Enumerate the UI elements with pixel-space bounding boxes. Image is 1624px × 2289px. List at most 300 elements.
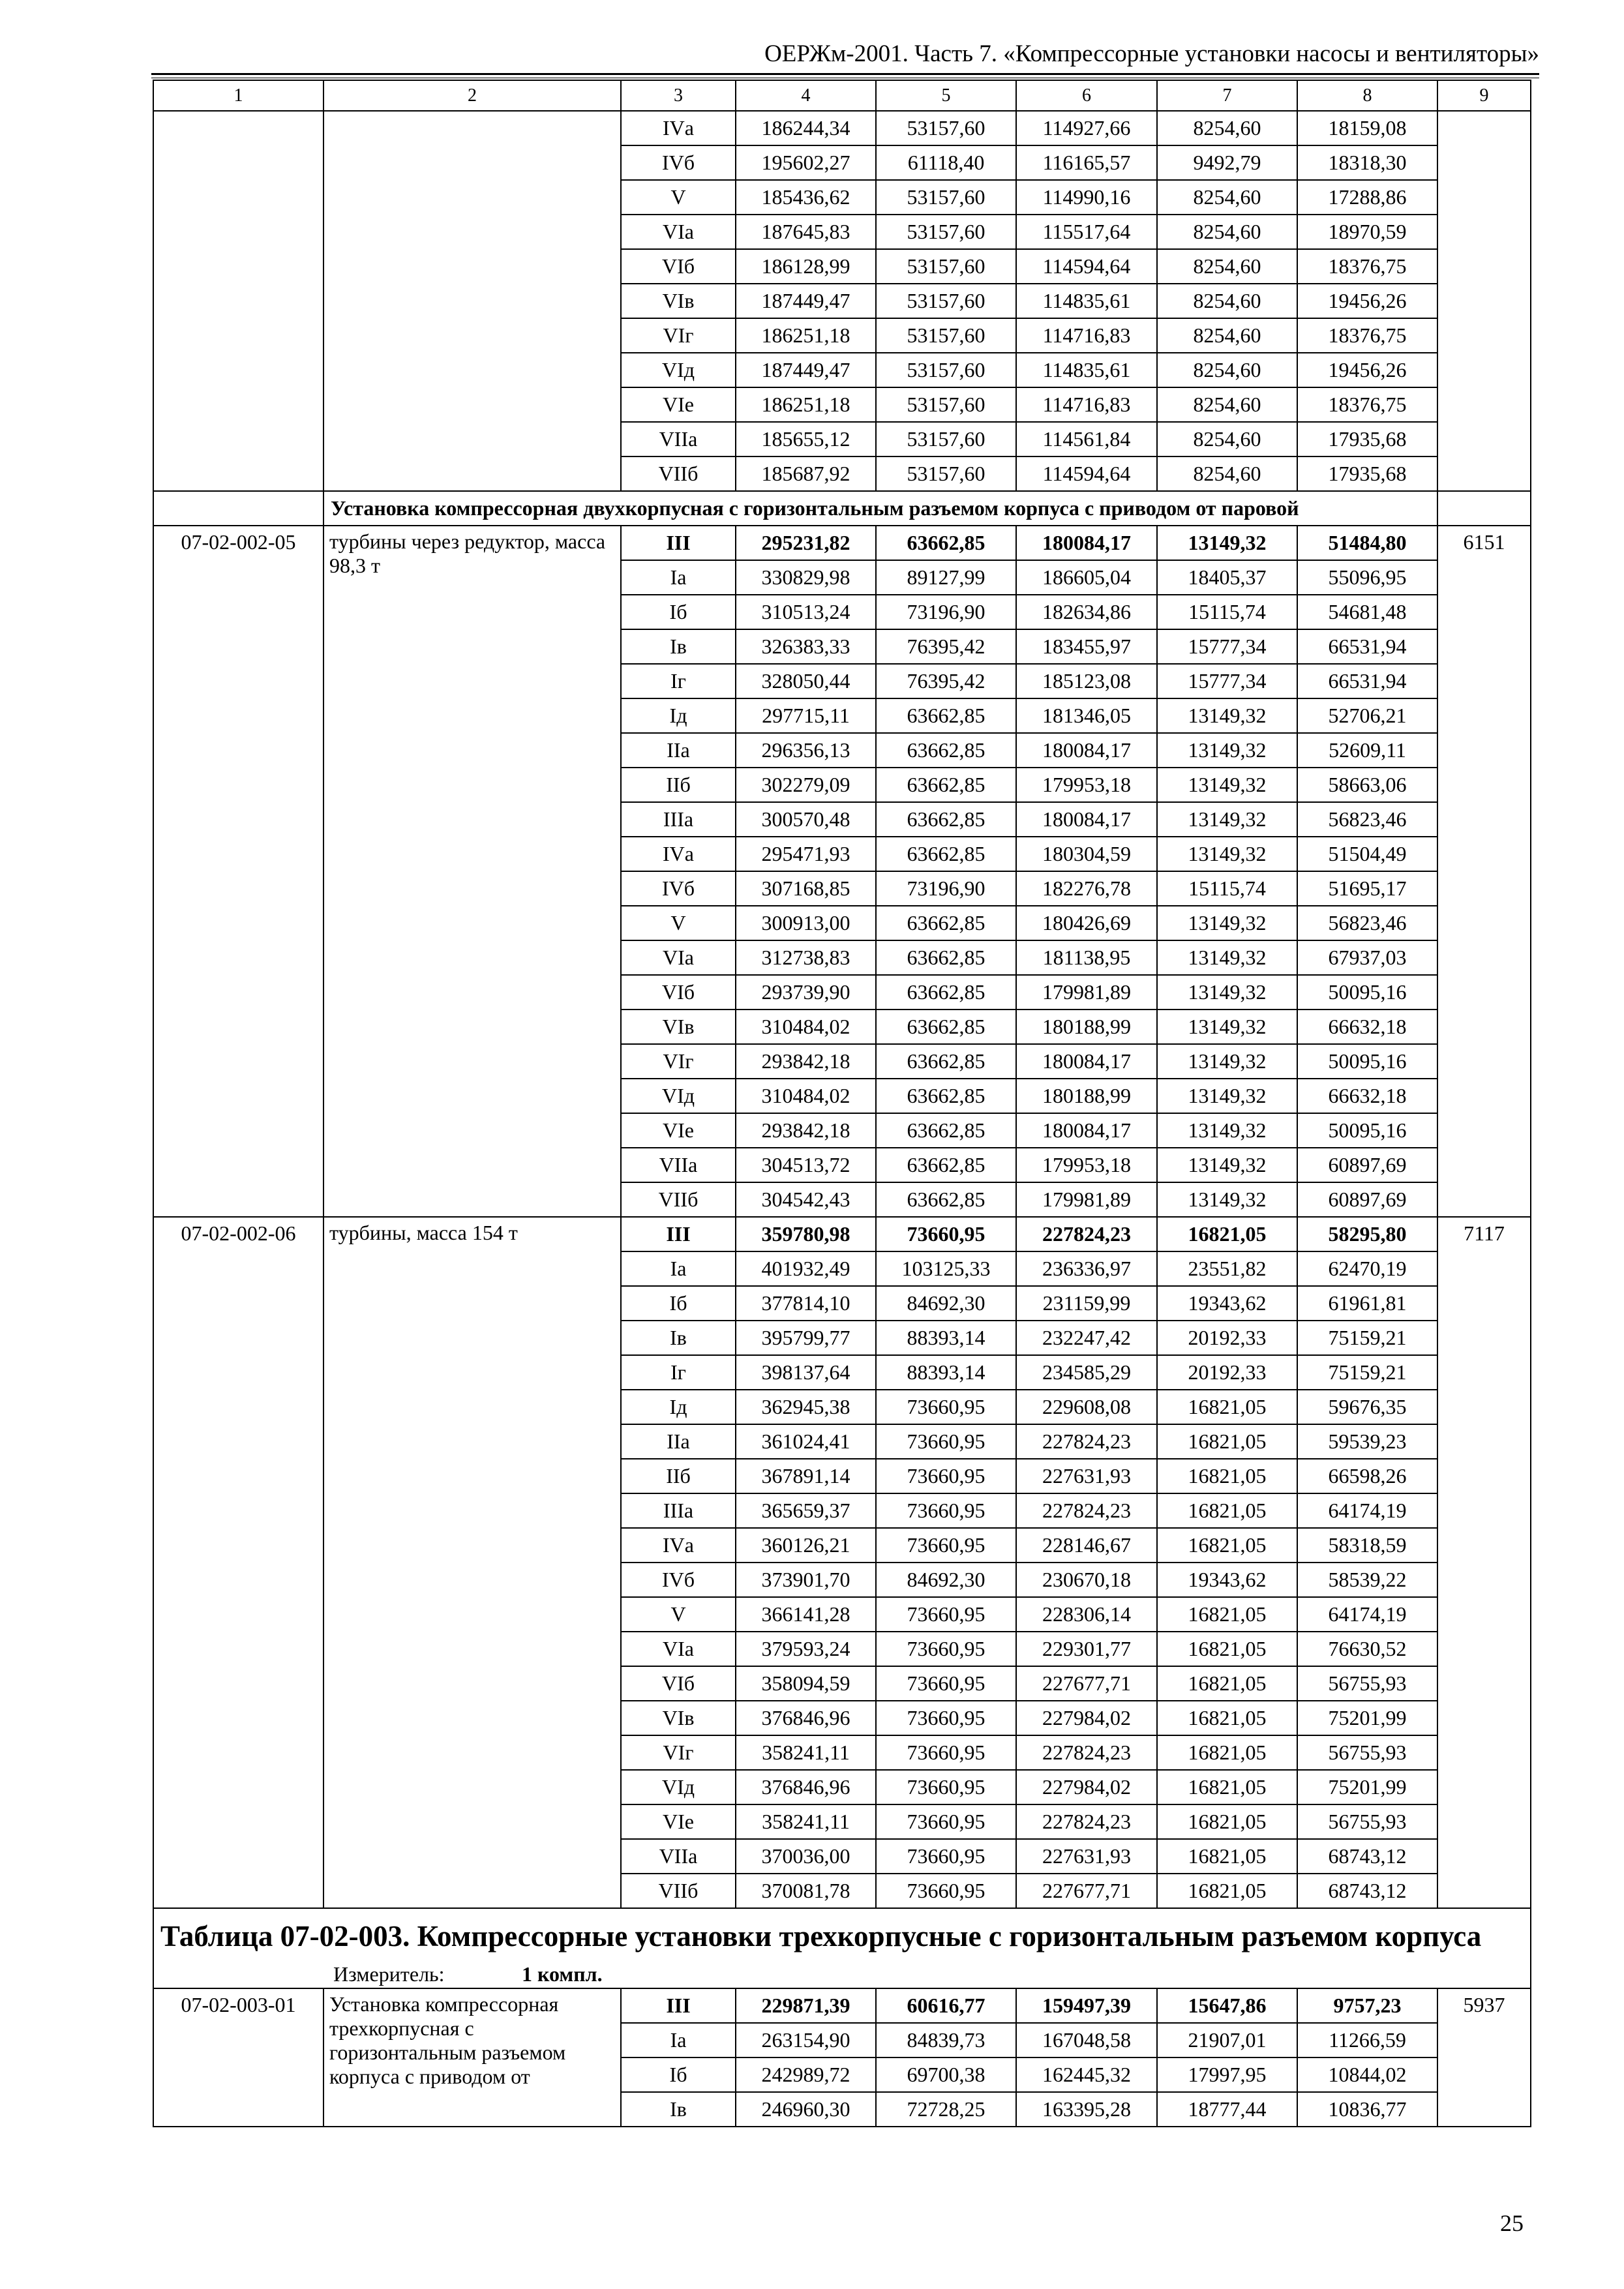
value-cell-7: 16821,05 [1157,1424,1297,1459]
value-cell-5: 53157,60 [876,422,1016,456]
value-cell-8: 59676,35 [1297,1390,1437,1424]
value-cell-7: 20192,33 [1157,1355,1297,1390]
column-number: 3 [621,80,736,111]
value-cell-8: 54681,48 [1297,595,1437,629]
value-cell-4: 304542,43 [736,1182,876,1217]
value-cell-6: 180084,17 [1016,526,1157,560]
value-cell-5: 63662,85 [876,837,1016,871]
value-cell-6: 179981,89 [1016,975,1157,1010]
value-cell-8: 51484,80 [1297,526,1437,560]
value-cell-5: 60616,77 [876,1988,1016,2023]
value-cell-5: 53157,60 [876,111,1016,145]
value-cell-4: 359780,98 [736,1217,876,1251]
zone-cell: VIг [621,1735,736,1770]
zone-cell: IVб [621,1563,736,1597]
value-cell-4: 310513,24 [736,595,876,629]
value-cell-8: 17288,86 [1297,180,1437,215]
value-cell-5: 84692,30 [876,1286,1016,1321]
column-number: 4 [736,80,876,111]
zone-cell: VIIа [621,422,736,456]
value-cell-6: 114990,16 [1016,180,1157,215]
value-cell-5: 73660,95 [876,1528,1016,1563]
value-cell-4: 186251,18 [736,318,876,353]
value-cell-8: 62470,19 [1297,1251,1437,1286]
resource-description: Установка компрессорная трехкорпусная с горизонтальным разъемом корпуса с приводом от [323,1988,621,2127]
value-cell-8: 18970,59 [1297,215,1437,249]
value-cell-6: 227984,02 [1016,1701,1157,1735]
value-cell-7: 16821,05 [1157,1804,1297,1839]
zone-cell: VIв [621,1701,736,1735]
value-cell-6: 181138,95 [1016,940,1157,975]
zone-cell: III [621,1988,736,2023]
value-cell-6: 179953,18 [1016,1148,1157,1182]
value-cell-5: 61118,40 [876,145,1016,180]
value-cell-4: 296356,13 [736,733,876,768]
value-cell-8: 66531,94 [1297,629,1437,664]
value-cell-6: 234585,29 [1016,1355,1157,1390]
value-cell-5: 103125,33 [876,1251,1016,1286]
value-cell-7: 13149,32 [1157,1113,1297,1148]
value-cell-5: 73660,95 [876,1735,1016,1770]
table-row [153,526,1531,560]
value-cell-8: 50095,16 [1297,1044,1437,1079]
value-cell-8: 76630,52 [1297,1632,1437,1666]
value-cell-6: 231159,99 [1016,1286,1157,1321]
zone-cell: Iд [621,698,736,733]
zone-cell: IIIа [621,1493,736,1528]
value-cell-7: 16821,05 [1157,1459,1297,1493]
value-cell-6: 227677,71 [1016,1666,1157,1701]
measure-value: 1 компл. [522,1962,603,1986]
value-cell-7: 8254,60 [1157,111,1297,145]
zone-cell: VIв [621,284,736,318]
value-cell-5: 73660,95 [876,1874,1016,1908]
value-cell-8: 18376,75 [1297,318,1437,353]
header-rule [151,73,1539,75]
zone-cell: VIIб [621,456,736,491]
value-cell-6: 227984,02 [1016,1770,1157,1804]
value-cell-7: 16821,05 [1157,1632,1297,1666]
zone-cell: Iв [621,629,736,664]
value-cell-8: 66632,18 [1297,1010,1437,1044]
value-cell-6: 228146,67 [1016,1528,1157,1563]
value-cell-5: 73660,95 [876,1459,1016,1493]
value-cell-6: 227824,23 [1016,1493,1157,1528]
value-cell-6: 180084,17 [1016,802,1157,837]
value-cell-6: 232247,42 [1016,1321,1157,1355]
value-cell-5: 63662,85 [876,940,1016,975]
value-cell-7: 13149,32 [1157,975,1297,1010]
resource-description [323,111,621,491]
value-cell-7: 13149,32 [1157,802,1297,837]
value-cell-5: 53157,60 [876,387,1016,422]
zone-cell: Iг [621,664,736,698]
value-cell-5: 73660,95 [876,1390,1016,1424]
value-cell-4: 229871,39 [736,1988,876,2023]
value-cell-7: 15115,74 [1157,871,1297,906]
zone-cell: VIа [621,1632,736,1666]
value-cell-8: 18376,75 [1297,387,1437,422]
value-cell-4: 263154,90 [736,2023,876,2057]
resource-description: турбины через редуктор, масса 98,3 т [323,526,621,1217]
value-cell-4: 187449,47 [736,284,876,318]
value-cell-7: 16821,05 [1157,1597,1297,1632]
value-cell-5: 84839,73 [876,2023,1016,2057]
value-cell-7: 13149,32 [1157,1182,1297,1217]
column-number: 2 [323,80,621,111]
value-cell-6: 114594,64 [1016,249,1157,284]
value-cell-8: 58318,59 [1297,1528,1437,1563]
value-cell-4: 370036,00 [736,1839,876,1874]
value-cell-7: 23551,82 [1157,1251,1297,1286]
value-cell-8: 75159,21 [1297,1321,1437,1355]
value-cell-6: 114561,84 [1016,422,1157,456]
section-title: Установка компрессорная двухкорпусная с горизонтальным разъемом корпуса с приводом от паровой [323,491,1437,526]
value-cell-7: 19343,62 [1157,1563,1297,1597]
value-cell-6: 114927,66 [1016,111,1157,145]
zone-cell: VIв [621,1010,736,1044]
zone-cell: VIд [621,1770,736,1804]
value-cell-7: 16821,05 [1157,1839,1297,1874]
value-cell-6: 230670,18 [1016,1563,1157,1597]
value-cell-5: 72728,25 [876,2092,1016,2127]
zone-cell: IIб [621,1459,736,1493]
zone-cell: VIд [621,353,736,387]
value-cell-8: 10844,02 [1297,2057,1437,2092]
value-cell-7: 8254,60 [1157,387,1297,422]
value-cell-8: 56755,93 [1297,1666,1437,1701]
value-cell-4: 398137,64 [736,1355,876,1390]
value-cell-6: 236336,97 [1016,1251,1157,1286]
value-cell-8: 18318,30 [1297,145,1437,180]
value-cell-6: 181346,05 [1016,698,1157,733]
value-cell-6: 114716,83 [1016,387,1157,422]
value-cell-4: 242989,72 [736,2057,876,2092]
value-cell-4: 185436,62 [736,180,876,215]
value-cell-5: 53157,60 [876,284,1016,318]
value-cell-5: 63662,85 [876,1182,1016,1217]
value-cell-6: 167048,58 [1016,2023,1157,2057]
resource-code: 07-02-002-06 [153,1217,323,1908]
measure-label: Измеритель: [333,1962,445,1986]
zone-cell: Iа [621,560,736,595]
zone-cell: Iб [621,2057,736,2092]
running-header: ОЕРЖм-2001. Часть 7. «Компрессорные установки насосы и вентиляторы» [764,40,1539,67]
labour-cost-cell: 5937 [1437,1988,1531,2127]
value-cell-5: 63662,85 [876,1148,1016,1182]
value-cell-8: 52609,11 [1297,733,1437,768]
value-cell-4: 302279,09 [736,768,876,802]
value-cell-6: 159497,39 [1016,1988,1157,2023]
value-cell-7: 21907,01 [1157,2023,1297,2057]
value-cell-5: 63662,85 [876,526,1016,560]
value-cell-6: 180426,69 [1016,906,1157,940]
value-cell-6: 227631,93 [1016,1459,1157,1493]
table-title: Таблица 07-02-003. Компрессорные установки трехкорпусные с горизонтальным разъемом корпуса [153,1908,1531,1960]
value-cell-7: 15115,74 [1157,595,1297,629]
table-row [153,111,1531,145]
zone-cell: VIIа [621,1839,736,1874]
zone-cell: Iв [621,1321,736,1355]
zone-cell: V [621,1597,736,1632]
value-cell-8: 59539,23 [1297,1424,1437,1459]
zone-cell: VIб [621,975,736,1010]
value-cell-5: 53157,60 [876,180,1016,215]
labour-cost-cell [1437,111,1531,491]
value-cell-5: 63662,85 [876,698,1016,733]
value-cell-4: 186128,99 [736,249,876,284]
value-cell-7: 9492,79 [1157,145,1297,180]
value-cell-8: 18159,08 [1297,111,1437,145]
zone-cell: IIб [621,768,736,802]
value-cell-7: 13149,32 [1157,526,1297,560]
price-table [153,80,1531,2127]
value-cell-5: 63662,85 [876,768,1016,802]
value-cell-4: 187645,83 [736,215,876,249]
value-cell-8: 60897,69 [1297,1182,1437,1217]
zone-cell: III [621,1217,736,1251]
value-cell-6: 185123,08 [1016,664,1157,698]
value-cell-6: 229301,77 [1016,1632,1157,1666]
column-number: 9 [1437,80,1531,111]
value-cell-5: 84692,30 [876,1563,1016,1597]
zone-cell: VIIб [621,1182,736,1217]
value-cell-7: 13149,32 [1157,1044,1297,1079]
value-cell-7: 16821,05 [1157,1493,1297,1528]
value-cell-4: 304513,72 [736,1148,876,1182]
value-cell-5: 63662,85 [876,906,1016,940]
value-cell-4: 310484,02 [736,1010,876,1044]
measure-cell [153,1960,1531,1988]
value-cell-4: 379593,24 [736,1632,876,1666]
value-cell-6: 114594,64 [1016,456,1157,491]
value-cell-8: 19456,26 [1297,284,1437,318]
value-cell-5: 63662,85 [876,733,1016,768]
value-cell-4: 293842,18 [736,1113,876,1148]
value-cell-6: 179981,89 [1016,1182,1157,1217]
page-number: 25 [1500,2210,1524,2236]
value-cell-8: 58663,06 [1297,768,1437,802]
zone-cell: Iд [621,1390,736,1424]
table-row [153,1217,1531,1251]
value-cell-4: 195602,27 [736,145,876,180]
value-cell-8: 9757,23 [1297,1988,1437,2023]
zone-cell: Iб [621,595,736,629]
value-cell-4: 366141,28 [736,1597,876,1632]
value-cell-5: 53157,60 [876,215,1016,249]
column-number: 1 [153,80,323,111]
zone-cell: IVб [621,145,736,180]
value-cell-7: 15777,34 [1157,664,1297,698]
value-cell-8: 56755,93 [1297,1804,1437,1839]
zone-cell: IVб [621,871,736,906]
value-cell-6: 227631,93 [1016,1839,1157,1874]
value-cell-4: 376846,96 [736,1701,876,1735]
value-cell-8: 17935,68 [1297,456,1437,491]
value-cell-5: 73660,95 [876,1804,1016,1839]
table-title-row [153,1908,1531,1960]
value-cell-7: 15777,34 [1157,629,1297,664]
value-cell-7: 13149,32 [1157,1079,1297,1113]
zone-cell: Iа [621,2023,736,2057]
zone-cell: Iв [621,2092,736,2127]
zone-cell: VIг [621,318,736,353]
value-cell-7: 8254,60 [1157,318,1297,353]
value-cell-8: 51504,49 [1297,837,1437,871]
value-cell-7: 18777,44 [1157,2092,1297,2127]
value-cell-6: 227824,23 [1016,1735,1157,1770]
value-cell-8: 68743,12 [1297,1874,1437,1908]
value-cell-5: 88393,14 [876,1355,1016,1390]
value-cell-4: 293842,18 [736,1044,876,1079]
value-cell-5: 73660,95 [876,1493,1016,1528]
value-cell-6: 179953,18 [1016,768,1157,802]
value-cell-4: 295471,93 [736,837,876,871]
value-cell-4: 395799,77 [736,1321,876,1355]
value-cell-4: 185655,12 [736,422,876,456]
value-cell-8: 58539,22 [1297,1563,1437,1597]
value-cell-7: 16821,05 [1157,1528,1297,1563]
value-cell-7: 13149,32 [1157,1148,1297,1182]
zone-cell: Iб [621,1286,736,1321]
value-cell-5: 73660,95 [876,1701,1016,1735]
value-cell-5: 73660,95 [876,1217,1016,1251]
value-cell-4: 358241,11 [736,1735,876,1770]
section-blank-cell [153,491,323,526]
value-cell-7: 20192,33 [1157,1321,1297,1355]
value-cell-5: 53157,60 [876,353,1016,387]
column-number: 8 [1297,80,1437,111]
value-cell-6: 229608,08 [1016,1390,1157,1424]
zone-cell: VIа [621,940,736,975]
value-cell-8: 50095,16 [1297,1113,1437,1148]
value-cell-4: 186251,18 [736,387,876,422]
value-cell-8: 56823,46 [1297,906,1437,940]
value-cell-4: 330829,98 [736,560,876,595]
value-cell-6: 162445,32 [1016,2057,1157,2092]
value-cell-4: 361024,41 [736,1424,876,1459]
value-cell-4: 365659,37 [736,1493,876,1528]
value-cell-7: 19343,62 [1157,1286,1297,1321]
value-cell-8: 51695,17 [1297,871,1437,906]
value-cell-8: 56823,46 [1297,802,1437,837]
value-cell-4: 307168,85 [736,871,876,906]
value-cell-6: 114835,61 [1016,284,1157,318]
zone-cell: VIе [621,1804,736,1839]
value-cell-8: 67937,03 [1297,940,1437,975]
value-cell-6: 227677,71 [1016,1874,1157,1908]
resource-code: 07-02-003-01 [153,1988,323,2127]
value-cell-6: 114835,61 [1016,353,1157,387]
zone-cell: IIа [621,733,736,768]
value-cell-8: 19456,26 [1297,353,1437,387]
value-cell-7: 8254,60 [1157,249,1297,284]
value-cell-4: 246960,30 [736,2092,876,2127]
value-cell-4: 401932,49 [736,1251,876,1286]
zone-cell: VIIб [621,1874,736,1908]
value-cell-6: 180084,17 [1016,1113,1157,1148]
zone-cell: IVа [621,837,736,871]
value-cell-6: 186605,04 [1016,560,1157,595]
resource-code [153,111,323,491]
zone-cell: IIIа [621,802,736,837]
value-cell-4: 326383,33 [736,629,876,664]
zone-cell: VIе [621,387,736,422]
value-cell-4: 358094,59 [736,1666,876,1701]
section-blank-cell [1437,491,1531,526]
value-cell-8: 55096,95 [1297,560,1437,595]
section-heading-row [153,491,1531,526]
value-cell-6: 180304,59 [1016,837,1157,871]
zone-cell: V [621,180,736,215]
value-cell-8: 52706,21 [1297,698,1437,733]
labour-cost-cell: 6151 [1437,526,1531,1217]
value-cell-5: 63662,85 [876,975,1016,1010]
column-number: 6 [1016,80,1157,111]
value-cell-6: 180084,17 [1016,733,1157,768]
value-cell-5: 63662,85 [876,1010,1016,1044]
value-cell-7: 16821,05 [1157,1666,1297,1701]
value-cell-6: 163395,28 [1016,2092,1157,2127]
value-cell-4: 373901,70 [736,1563,876,1597]
value-cell-7: 8254,60 [1157,456,1297,491]
value-cell-5: 76395,42 [876,629,1016,664]
value-cell-7: 13149,32 [1157,940,1297,975]
column-number: 5 [876,80,1016,111]
value-cell-6: 180188,99 [1016,1010,1157,1044]
value-cell-7: 13149,32 [1157,768,1297,802]
value-cell-7: 18405,37 [1157,560,1297,595]
value-cell-6: 180084,17 [1016,1044,1157,1079]
value-cell-7: 17997,95 [1157,2057,1297,2092]
zone-cell: V [621,906,736,940]
value-cell-5: 63662,85 [876,1113,1016,1148]
value-cell-7: 16821,05 [1157,1770,1297,1804]
zone-cell: VIд [621,1079,736,1113]
value-cell-8: 11266,59 [1297,2023,1437,2057]
column-number-row [153,80,1531,111]
zone-cell: VIа [621,215,736,249]
value-cell-8: 10836,77 [1297,2092,1437,2127]
value-cell-7: 16821,05 [1157,1874,1297,1908]
zone-cell: IVа [621,111,736,145]
value-cell-7: 13149,32 [1157,698,1297,733]
value-cell-5: 76395,42 [876,664,1016,698]
value-cell-6: 183455,97 [1016,629,1157,664]
value-cell-4: 297715,11 [736,698,876,733]
value-cell-6: 228306,14 [1016,1597,1157,1632]
value-cell-7: 16821,05 [1157,1701,1297,1735]
value-cell-8: 66598,26 [1297,1459,1437,1493]
value-cell-7: 16821,05 [1157,1217,1297,1251]
value-cell-5: 63662,85 [876,1044,1016,1079]
value-cell-8: 17935,68 [1297,422,1437,456]
zone-cell: III [621,526,736,560]
zone-cell: IIа [621,1424,736,1459]
value-cell-4: 328050,44 [736,664,876,698]
zone-cell: IVа [621,1528,736,1563]
value-cell-4: 293739,90 [736,975,876,1010]
value-cell-5: 73660,95 [876,1666,1016,1701]
value-cell-8: 56755,93 [1297,1735,1437,1770]
value-cell-8: 66632,18 [1297,1079,1437,1113]
value-cell-4: 300570,48 [736,802,876,837]
value-cell-5: 73660,95 [876,1424,1016,1459]
table-row [153,1988,1531,2023]
value-cell-4: 358241,11 [736,1804,876,1839]
value-cell-5: 53157,60 [876,249,1016,284]
value-cell-8: 58295,80 [1297,1217,1437,1251]
